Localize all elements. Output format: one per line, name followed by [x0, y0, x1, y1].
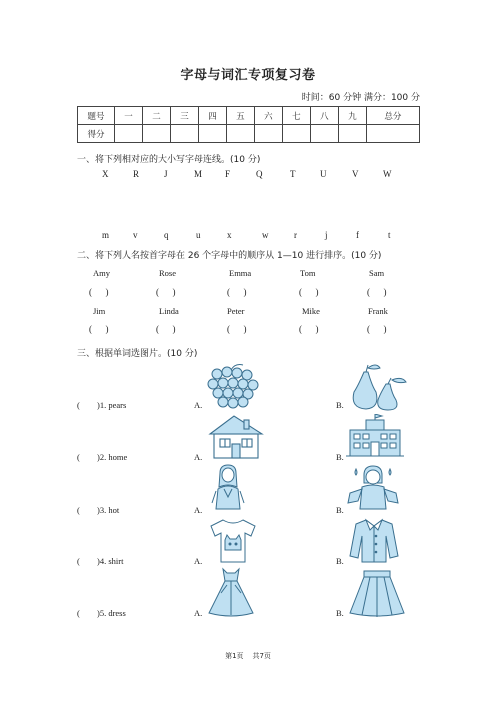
option-b-label[interactable]: B. — [336, 608, 344, 618]
score-cell: 一 — [115, 107, 143, 125]
option-a-label[interactable]: A. — [194, 608, 203, 618]
lower-letter[interactable]: m — [102, 230, 110, 240]
lower-letter[interactable]: t — [388, 230, 391, 240]
score-table-score-row — [78, 125, 420, 143]
answer-blank[interactable]: ( ) — [367, 287, 387, 297]
shirt-picture[interactable] — [346, 516, 402, 564]
score-row-label: 得分 — [78, 125, 115, 143]
score-cell: 四 — [198, 107, 226, 125]
score-cell: 五 — [226, 107, 254, 125]
name-label: Peter — [227, 306, 245, 316]
score-input-cell[interactable] — [170, 125, 198, 143]
score-table — [77, 106, 420, 143]
score-table-header-row — [78, 107, 420, 125]
score-cell: 九 — [338, 107, 366, 125]
score-input-cell[interactable] — [142, 125, 170, 143]
question-home: )2. home — [97, 452, 128, 462]
upper-letter[interactable]: W — [383, 169, 392, 179]
score-cell-total: 总分 — [366, 107, 419, 125]
score-input-cell[interactable] — [198, 125, 226, 143]
answer-blank[interactable]: ( ) — [156, 287, 176, 297]
upper-letter[interactable]: M — [194, 169, 203, 179]
lower-letter[interactable]: r — [294, 230, 297, 240]
score-input-cell[interactable] — [338, 125, 366, 143]
lower-letter[interactable]: q — [164, 230, 169, 240]
score-input-cell[interactable] — [226, 125, 254, 143]
answer-blank[interactable]: ( ) — [227, 324, 247, 334]
dress-picture[interactable] — [205, 567, 257, 619]
question-pears: )1. pears — [97, 400, 127, 410]
pears-picture[interactable] — [344, 362, 410, 412]
answer-open-paren[interactable]: ( — [77, 400, 80, 410]
grapes-picture[interactable] — [205, 362, 261, 412]
score-cell: 八 — [310, 107, 338, 125]
score-input-cell[interactable] — [115, 125, 143, 143]
option-a-label[interactable]: A. — [194, 400, 203, 410]
score-input-cell[interactable] — [310, 125, 338, 143]
question-hot: )3. hot — [97, 505, 120, 515]
score-cell-label: 题号 — [78, 107, 115, 125]
answer-blank[interactable]: ( ) — [299, 287, 319, 297]
section2-heading: 二、将下列人名按首字母在 26 个字母中的顺序从 1—10 进行排序。(10 分) — [77, 251, 382, 261]
upper-letter[interactable]: J — [164, 169, 168, 179]
upper-letter[interactable]: T — [290, 169, 296, 179]
upper-letter[interactable]: Q — [256, 169, 263, 179]
house-picture[interactable] — [206, 412, 266, 462]
section1-heading: 一、将下列相对应的大小写字母连线。(10 分) — [77, 155, 261, 165]
option-b-label[interactable]: B. — [336, 452, 344, 462]
section3-heading: 三、根据单词选图片。(10 分) — [77, 349, 198, 359]
name-label: Sam — [369, 268, 385, 278]
option-b-label[interactable]: B. — [336, 505, 344, 515]
option-a-label[interactable]: A. — [194, 452, 203, 462]
name-label: Frank — [368, 306, 388, 316]
school-picture[interactable] — [346, 414, 404, 462]
name-label: Emma — [229, 268, 252, 278]
option-b-label[interactable]: B. — [336, 556, 344, 566]
upper-letter[interactable]: X — [102, 169, 109, 179]
name-label: Jim — [93, 306, 106, 316]
answer-blank[interactable]: ( ) — [299, 324, 319, 334]
skirt-picture[interactable] — [346, 567, 408, 619]
score-cell: 六 — [254, 107, 282, 125]
score-input-cell[interactable] — [254, 125, 282, 143]
girl-picture[interactable] — [208, 463, 248, 511]
name-label: Amy — [93, 268, 110, 278]
lower-letter[interactable]: u — [196, 230, 201, 240]
lower-letter[interactable]: j — [325, 230, 328, 240]
option-a-label[interactable]: A. — [194, 556, 203, 566]
upper-letter[interactable]: U — [320, 169, 327, 179]
lower-letter[interactable]: v — [133, 230, 138, 240]
lower-letter[interactable]: x — [227, 230, 232, 240]
score-input-cell[interactable] — [282, 125, 310, 143]
tshirt-picture[interactable] — [207, 516, 259, 564]
time-score-info: 时间：60 分钟 满分：100 分 — [301, 93, 420, 103]
score-cell: 三 — [170, 107, 198, 125]
page-number: 第1页 共7页 — [225, 652, 271, 660]
answer-open-paren[interactable]: ( — [77, 505, 80, 515]
answer-blank[interactable]: ( ) — [156, 324, 176, 334]
answer-open-paren[interactable]: ( — [77, 452, 80, 462]
upper-letter[interactable]: R — [133, 169, 140, 179]
upper-letter[interactable]: V — [352, 169, 359, 179]
score-cell: 七 — [282, 107, 310, 125]
name-label: Tom — [300, 268, 316, 278]
answer-blank[interactable]: ( ) — [89, 287, 109, 297]
question-shirt: )4. shirt — [97, 556, 124, 566]
name-label: Linda — [159, 306, 179, 316]
option-a-label[interactable]: A. — [194, 505, 203, 515]
answer-blank[interactable]: ( ) — [227, 287, 247, 297]
page-title: 字母与词汇专项复习卷 — [180, 68, 316, 83]
option-b-label[interactable]: B. — [336, 400, 344, 410]
lower-letter[interactable]: f — [356, 230, 359, 240]
hot-girl-picture[interactable] — [344, 463, 402, 511]
answer-open-paren[interactable]: ( — [77, 608, 80, 618]
name-label: Mike — [302, 306, 320, 316]
answer-blank[interactable]: ( ) — [367, 324, 387, 334]
score-input-cell[interactable] — [366, 125, 419, 143]
answer-open-paren[interactable]: ( — [77, 556, 80, 566]
score-cell: 二 — [142, 107, 170, 125]
name-label: Rose — [159, 268, 176, 278]
lower-letter[interactable]: w — [262, 230, 269, 240]
answer-blank[interactable]: ( ) — [89, 324, 109, 334]
question-dress: )5. dress — [97, 608, 126, 618]
upper-letter[interactable]: F — [225, 169, 231, 179]
